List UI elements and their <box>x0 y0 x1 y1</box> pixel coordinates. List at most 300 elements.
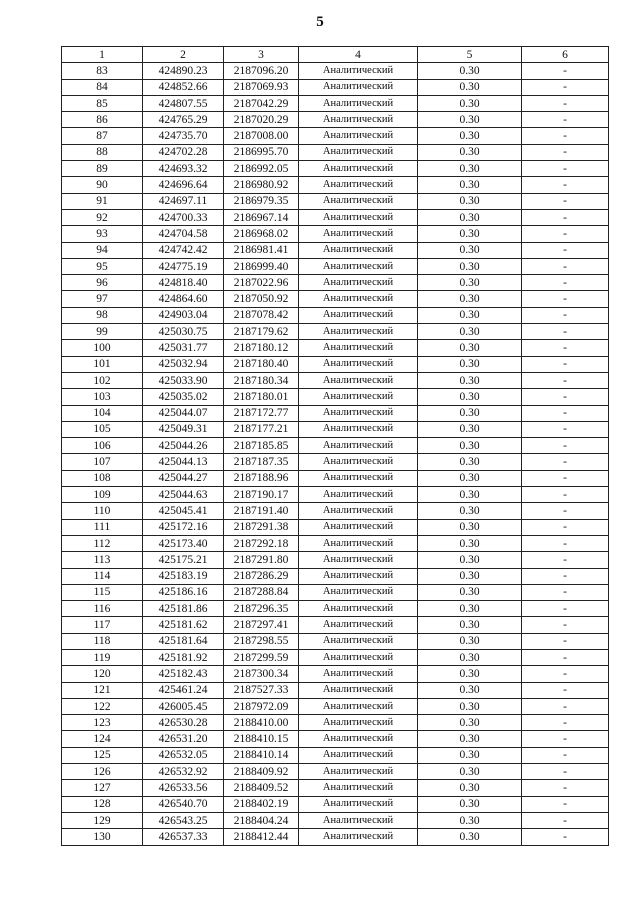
y-coordinate-cell: 2186968.02 <box>224 226 299 242</box>
point-number-cell: 108 <box>62 470 143 486</box>
y-coordinate-cell: 2187172.77 <box>224 405 299 421</box>
table-row <box>62 796 609 812</box>
method-cell: Аналитический <box>299 617 418 633</box>
accuracy-cell: 0.30 <box>418 356 522 372</box>
table-row <box>62 356 609 372</box>
y-coordinate-cell: 2187177.21 <box>224 421 299 437</box>
table-row <box>62 487 609 503</box>
y-coordinate-cell: 2187190.17 <box>224 487 299 503</box>
table-row <box>62 666 609 682</box>
method-cell: Аналитический <box>299 356 418 372</box>
table-row <box>62 470 609 486</box>
method-cell: Аналитический <box>299 177 418 193</box>
accuracy-cell: 0.30 <box>418 698 522 714</box>
y-coordinate-cell: 2188410.15 <box>224 731 299 747</box>
method-cell: Аналитический <box>299 405 418 421</box>
accuracy-cell: 0.30 <box>418 470 522 486</box>
accuracy-cell: 0.30 <box>418 291 522 307</box>
point-number-cell: 107 <box>62 454 143 470</box>
table-row <box>62 372 609 388</box>
x-coordinate-cell: 425032.94 <box>143 356 224 372</box>
note-cell: - <box>522 340 609 356</box>
header-col-1: 1 <box>62 47 143 63</box>
method-cell: Аналитический <box>299 112 418 128</box>
y-coordinate-cell: 2186980.92 <box>224 177 299 193</box>
x-coordinate-cell: 426530.28 <box>143 715 224 731</box>
point-number-cell: 116 <box>62 601 143 617</box>
accuracy-cell: 0.30 <box>418 454 522 470</box>
method-cell: Аналитический <box>299 698 418 714</box>
method-cell: Аналитический <box>299 63 418 79</box>
method-cell: Аналитический <box>299 715 418 731</box>
table-row <box>62 161 609 177</box>
table-row <box>62 324 609 340</box>
point-number-cell: 92 <box>62 209 143 225</box>
y-coordinate-cell: 2188402.19 <box>224 796 299 812</box>
point-number-cell: 101 <box>62 356 143 372</box>
method-cell: Аналитический <box>299 340 418 356</box>
x-coordinate-cell: 424742.42 <box>143 242 224 258</box>
note-cell: - <box>522 421 609 437</box>
x-coordinate-cell: 426005.45 <box>143 698 224 714</box>
accuracy-cell: 0.30 <box>418 796 522 812</box>
table-row <box>62 128 609 144</box>
accuracy-cell: 0.30 <box>418 112 522 128</box>
table-row <box>62 617 609 633</box>
x-coordinate-cell: 425033.90 <box>143 372 224 388</box>
note-cell: - <box>522 747 609 763</box>
x-coordinate-cell: 425044.13 <box>143 454 224 470</box>
y-coordinate-cell: 2186992.05 <box>224 161 299 177</box>
x-coordinate-cell: 426543.25 <box>143 812 224 828</box>
x-coordinate-cell: 424702.28 <box>143 144 224 160</box>
point-number-cell: 89 <box>62 161 143 177</box>
y-coordinate-cell: 2188412.44 <box>224 829 299 845</box>
method-cell: Аналитический <box>299 372 418 388</box>
x-coordinate-cell: 425045.41 <box>143 503 224 519</box>
header-col-6: 6 <box>522 47 609 63</box>
note-cell: - <box>522 307 609 323</box>
x-coordinate-cell: 425044.07 <box>143 405 224 421</box>
x-coordinate-cell: 425461.24 <box>143 682 224 698</box>
x-coordinate-cell: 424807.55 <box>143 95 224 111</box>
table-row <box>62 812 609 828</box>
method-cell: Аналитический <box>299 389 418 405</box>
note-cell: - <box>522 389 609 405</box>
table-row <box>62 519 609 535</box>
accuracy-cell: 0.30 <box>418 552 522 568</box>
y-coordinate-cell: 2187291.38 <box>224 519 299 535</box>
point-number-cell: 90 <box>62 177 143 193</box>
method-cell: Аналитический <box>299 324 418 340</box>
accuracy-cell: 0.30 <box>418 226 522 242</box>
table-row <box>62 177 609 193</box>
point-number-cell: 118 <box>62 633 143 649</box>
note-cell: - <box>522 405 609 421</box>
table-row <box>62 601 609 617</box>
note-cell: - <box>522 356 609 372</box>
coordinates-table <box>61 46 609 846</box>
accuracy-cell: 0.30 <box>418 340 522 356</box>
method-cell: Аналитический <box>299 584 418 600</box>
method-cell: Аналитический <box>299 144 418 160</box>
note-cell: - <box>522 324 609 340</box>
point-number-cell: 120 <box>62 666 143 682</box>
method-cell: Аналитический <box>299 535 418 551</box>
point-number-cell: 103 <box>62 389 143 405</box>
method-cell: Аналитический <box>299 829 418 845</box>
note-cell: - <box>522 291 609 307</box>
table-row <box>62 454 609 470</box>
method-cell: Аналитический <box>299 519 418 535</box>
table-row <box>62 552 609 568</box>
x-coordinate-cell: 424704.58 <box>143 226 224 242</box>
note-cell: - <box>522 177 609 193</box>
x-coordinate-cell: 425173.40 <box>143 535 224 551</box>
y-coordinate-cell: 2187191.40 <box>224 503 299 519</box>
accuracy-cell: 0.30 <box>418 780 522 796</box>
y-coordinate-cell: 2187096.20 <box>224 63 299 79</box>
accuracy-cell: 0.30 <box>418 242 522 258</box>
point-number-cell: 102 <box>62 372 143 388</box>
table-row <box>62 568 609 584</box>
point-number-cell: 95 <box>62 258 143 274</box>
point-number-cell: 117 <box>62 617 143 633</box>
table-row <box>62 95 609 111</box>
y-coordinate-cell: 2187185.85 <box>224 438 299 454</box>
point-number-cell: 115 <box>62 584 143 600</box>
point-number-cell: 128 <box>62 796 143 812</box>
note-cell: - <box>522 454 609 470</box>
x-coordinate-cell: 424775.19 <box>143 258 224 274</box>
y-coordinate-cell: 2186981.41 <box>224 242 299 258</box>
x-coordinate-cell: 425035.02 <box>143 389 224 405</box>
y-coordinate-cell: 2187298.55 <box>224 633 299 649</box>
y-coordinate-cell: 2187022.96 <box>224 275 299 291</box>
note-cell: - <box>522 161 609 177</box>
note-cell: - <box>522 568 609 584</box>
accuracy-cell: 0.30 <box>418 128 522 144</box>
method-cell: Аналитический <box>299 128 418 144</box>
y-coordinate-cell: 2187179.62 <box>224 324 299 340</box>
table-row <box>62 421 609 437</box>
point-number-cell: 122 <box>62 698 143 714</box>
note-cell: - <box>522 649 609 665</box>
y-coordinate-cell: 2187297.41 <box>224 617 299 633</box>
table-row <box>62 438 609 454</box>
point-number-cell: 130 <box>62 829 143 845</box>
y-coordinate-cell: 2188410.14 <box>224 747 299 763</box>
header-col-5: 5 <box>418 47 522 63</box>
x-coordinate-cell: 426540.70 <box>143 796 224 812</box>
method-cell: Аналитический <box>299 307 418 323</box>
point-number-cell: 113 <box>62 552 143 568</box>
point-number-cell: 97 <box>62 291 143 307</box>
y-coordinate-cell: 2187288.84 <box>224 584 299 600</box>
y-coordinate-cell: 2187020.29 <box>224 112 299 128</box>
accuracy-cell: 0.30 <box>418 601 522 617</box>
point-number-cell: 86 <box>62 112 143 128</box>
page-number: 5 <box>316 14 324 30</box>
point-number-cell: 99 <box>62 324 143 340</box>
accuracy-cell: 0.30 <box>418 731 522 747</box>
method-cell: Аналитический <box>299 682 418 698</box>
x-coordinate-cell: 424700.33 <box>143 209 224 225</box>
accuracy-cell: 0.30 <box>418 144 522 160</box>
point-number-cell: 119 <box>62 649 143 665</box>
y-coordinate-cell: 2187050.92 <box>224 291 299 307</box>
note-cell: - <box>522 372 609 388</box>
x-coordinate-cell: 426533.56 <box>143 780 224 796</box>
note-cell: - <box>522 535 609 551</box>
y-coordinate-cell: 2187972.09 <box>224 698 299 714</box>
x-coordinate-cell: 426532.92 <box>143 764 224 780</box>
method-cell: Аналитический <box>299 487 418 503</box>
accuracy-cell: 0.30 <box>418 764 522 780</box>
point-number-cell: 87 <box>62 128 143 144</box>
accuracy-cell: 0.30 <box>418 633 522 649</box>
y-coordinate-cell: 2187008.00 <box>224 128 299 144</box>
x-coordinate-cell: 425175.21 <box>143 552 224 568</box>
table-row <box>62 144 609 160</box>
accuracy-cell: 0.30 <box>418 812 522 828</box>
note-cell: - <box>522 226 609 242</box>
accuracy-cell: 0.30 <box>418 275 522 291</box>
note-cell: - <box>522 829 609 845</box>
header-col-4: 4 <box>299 47 418 63</box>
accuracy-cell: 0.30 <box>418 519 522 535</box>
table-row <box>62 112 609 128</box>
note-cell: - <box>522 633 609 649</box>
accuracy-cell: 0.30 <box>418 79 522 95</box>
x-coordinate-cell: 425181.62 <box>143 617 224 633</box>
method-cell: Аналитический <box>299 454 418 470</box>
y-coordinate-cell: 2186995.70 <box>224 144 299 160</box>
y-coordinate-cell: 2187299.59 <box>224 649 299 665</box>
table-row <box>62 242 609 258</box>
point-number-cell: 125 <box>62 747 143 763</box>
point-number-cell: 91 <box>62 193 143 209</box>
method-cell: Аналитический <box>299 796 418 812</box>
header-col-2: 2 <box>143 47 224 63</box>
table-row <box>62 503 609 519</box>
table-row <box>62 193 609 209</box>
x-coordinate-cell: 424697.11 <box>143 193 224 209</box>
y-coordinate-cell: 2187527.33 <box>224 682 299 698</box>
accuracy-cell: 0.30 <box>418 421 522 437</box>
table-row <box>62 698 609 714</box>
table-row <box>62 731 609 747</box>
note-cell: - <box>522 95 609 111</box>
accuracy-cell: 0.30 <box>418 503 522 519</box>
note-cell: - <box>522 584 609 600</box>
method-cell: Аналитический <box>299 421 418 437</box>
note-cell: - <box>522 503 609 519</box>
accuracy-cell: 0.30 <box>418 389 522 405</box>
x-coordinate-cell: 425049.31 <box>143 421 224 437</box>
x-coordinate-cell: 426532.05 <box>143 747 224 763</box>
method-cell: Аналитический <box>299 552 418 568</box>
accuracy-cell: 0.30 <box>418 829 522 845</box>
point-number-cell: 100 <box>62 340 143 356</box>
x-coordinate-cell: 425172.16 <box>143 519 224 535</box>
x-coordinate-cell: 425044.63 <box>143 487 224 503</box>
y-coordinate-cell: 2187180.12 <box>224 340 299 356</box>
x-coordinate-cell: 424818.40 <box>143 275 224 291</box>
note-cell: - <box>522 112 609 128</box>
method-cell: Аналитический <box>299 503 418 519</box>
note-cell: - <box>522 209 609 225</box>
point-number-cell: 127 <box>62 780 143 796</box>
y-coordinate-cell: 2187180.40 <box>224 356 299 372</box>
x-coordinate-cell: 426537.33 <box>143 829 224 845</box>
note-cell: - <box>522 715 609 731</box>
point-number-cell: 93 <box>62 226 143 242</box>
y-coordinate-cell: 2187291.80 <box>224 552 299 568</box>
method-cell: Аналитический <box>299 209 418 225</box>
accuracy-cell: 0.30 <box>418 747 522 763</box>
accuracy-cell: 0.30 <box>418 682 522 698</box>
note-cell: - <box>522 79 609 95</box>
table-row <box>62 209 609 225</box>
accuracy-cell: 0.30 <box>418 584 522 600</box>
table-row <box>62 389 609 405</box>
accuracy-cell: 0.30 <box>418 161 522 177</box>
y-coordinate-cell: 2187069.93 <box>224 79 299 95</box>
method-cell: Аналитический <box>299 649 418 665</box>
x-coordinate-cell: 425182.43 <box>143 666 224 682</box>
accuracy-cell: 0.30 <box>418 63 522 79</box>
point-number-cell: 84 <box>62 79 143 95</box>
table-row <box>62 633 609 649</box>
method-cell: Аналитический <box>299 291 418 307</box>
point-number-cell: 105 <box>62 421 143 437</box>
accuracy-cell: 0.30 <box>418 715 522 731</box>
table-row <box>62 780 609 796</box>
table-body <box>62 63 609 845</box>
y-coordinate-cell: 2187187.35 <box>224 454 299 470</box>
note-cell: - <box>522 601 609 617</box>
x-coordinate-cell: 425181.64 <box>143 633 224 649</box>
method-cell: Аналитический <box>299 226 418 242</box>
y-coordinate-cell: 2187042.29 <box>224 95 299 111</box>
x-coordinate-cell: 424864.60 <box>143 291 224 307</box>
accuracy-cell: 0.30 <box>418 649 522 665</box>
point-number-cell: 96 <box>62 275 143 291</box>
point-number-cell: 123 <box>62 715 143 731</box>
note-cell: - <box>522 242 609 258</box>
table-row <box>62 764 609 780</box>
method-cell: Аналитический <box>299 780 418 796</box>
accuracy-cell: 0.30 <box>418 258 522 274</box>
point-number-cell: 104 <box>62 405 143 421</box>
x-coordinate-cell: 426531.20 <box>143 731 224 747</box>
y-coordinate-cell: 2187300.34 <box>224 666 299 682</box>
table-header-row <box>62 47 609 63</box>
table-row <box>62 405 609 421</box>
table-row <box>62 226 609 242</box>
point-number-cell: 83 <box>62 63 143 79</box>
x-coordinate-cell: 425030.75 <box>143 324 224 340</box>
note-cell: - <box>522 275 609 291</box>
y-coordinate-cell: 2187180.34 <box>224 372 299 388</box>
note-cell: - <box>522 764 609 780</box>
note-cell: - <box>522 617 609 633</box>
y-coordinate-cell: 2187292.18 <box>224 535 299 551</box>
point-number-cell: 98 <box>62 307 143 323</box>
y-coordinate-cell: 2188409.52 <box>224 780 299 796</box>
x-coordinate-cell: 424693.32 <box>143 161 224 177</box>
method-cell: Аналитический <box>299 812 418 828</box>
x-coordinate-cell: 425181.92 <box>143 649 224 665</box>
table-row <box>62 63 609 79</box>
method-cell: Аналитический <box>299 193 418 209</box>
point-number-cell: 88 <box>62 144 143 160</box>
note-cell: - <box>522 698 609 714</box>
table-row <box>62 340 609 356</box>
point-number-cell: 109 <box>62 487 143 503</box>
note-cell: - <box>522 63 609 79</box>
x-coordinate-cell: 425183.19 <box>143 568 224 584</box>
accuracy-cell: 0.30 <box>418 617 522 633</box>
accuracy-cell: 0.30 <box>418 487 522 503</box>
table-row <box>62 79 609 95</box>
x-coordinate-cell: 424890.23 <box>143 63 224 79</box>
point-number-cell: 114 <box>62 568 143 584</box>
x-coordinate-cell: 424903.04 <box>143 307 224 323</box>
table-row <box>62 275 609 291</box>
x-coordinate-cell: 425181.86 <box>143 601 224 617</box>
method-cell: Аналитический <box>299 666 418 682</box>
point-number-cell: 85 <box>62 95 143 111</box>
accuracy-cell: 0.30 <box>418 209 522 225</box>
note-cell: - <box>522 796 609 812</box>
point-number-cell: 112 <box>62 535 143 551</box>
accuracy-cell: 0.30 <box>418 95 522 111</box>
method-cell: Аналитический <box>299 470 418 486</box>
table-row <box>62 535 609 551</box>
note-cell: - <box>522 487 609 503</box>
table-row <box>62 649 609 665</box>
accuracy-cell: 0.30 <box>418 535 522 551</box>
x-coordinate-cell: 424735.70 <box>143 128 224 144</box>
point-number-cell: 110 <box>62 503 143 519</box>
table-row <box>62 291 609 307</box>
x-coordinate-cell: 425186.16 <box>143 584 224 600</box>
table-row <box>62 258 609 274</box>
x-coordinate-cell: 425044.26 <box>143 438 224 454</box>
y-coordinate-cell: 2186979.35 <box>224 193 299 209</box>
y-coordinate-cell: 2187078.42 <box>224 307 299 323</box>
x-coordinate-cell: 424696.64 <box>143 177 224 193</box>
y-coordinate-cell: 2187188.96 <box>224 470 299 486</box>
table-row <box>62 584 609 600</box>
note-cell: - <box>522 193 609 209</box>
point-number-cell: 124 <box>62 731 143 747</box>
method-cell: Аналитический <box>299 747 418 763</box>
table-row <box>62 682 609 698</box>
method-cell: Аналитический <box>299 601 418 617</box>
note-cell: - <box>522 438 609 454</box>
x-coordinate-cell: 424852.66 <box>143 79 224 95</box>
note-cell: - <box>522 470 609 486</box>
table-row <box>62 715 609 731</box>
method-cell: Аналитический <box>299 764 418 780</box>
note-cell: - <box>522 682 609 698</box>
point-number-cell: 94 <box>62 242 143 258</box>
header-col-3: 3 <box>224 47 299 63</box>
y-coordinate-cell: 2188410.00 <box>224 715 299 731</box>
